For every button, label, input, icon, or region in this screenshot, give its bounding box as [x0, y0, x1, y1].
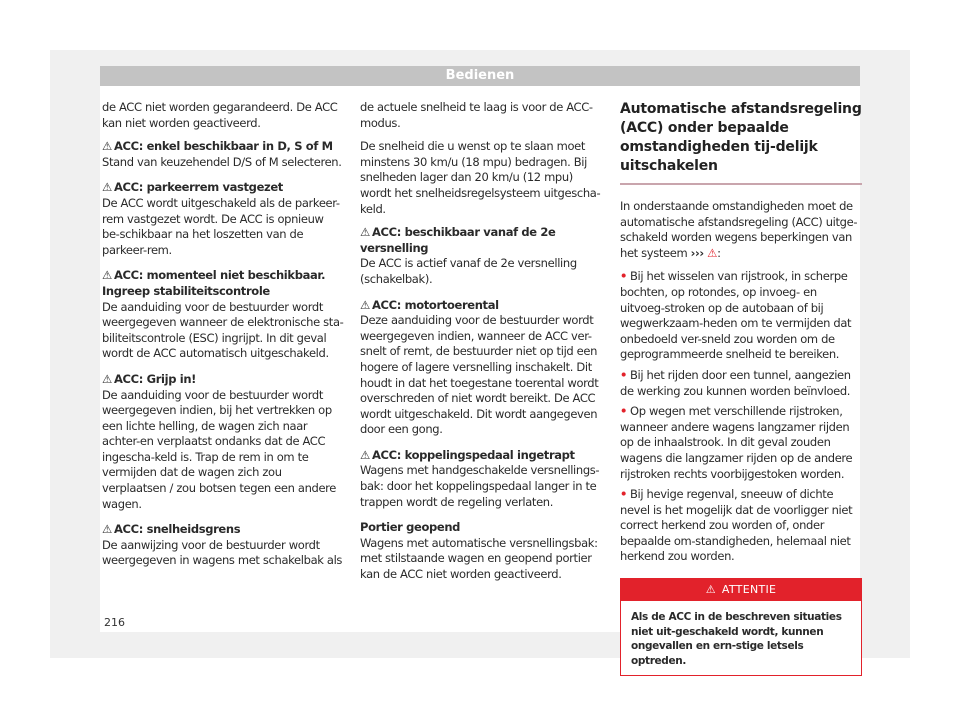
warning-lamp-icon: ⚠	[102, 139, 112, 154]
warning-lamp-icon: ⚠	[102, 371, 112, 386]
message-block	[360, 448, 602, 510]
door-heading: Portier geopend	[360, 520, 461, 535]
list-item: • Op wegen met verschillende rijstroken, wanneer andere wagens langzamer rijden op de inhaalstrook. In dit geval zouden wagens die langzamer rijden op de andere rijstroken rechts voorbijgestoken worden.	[620, 404, 853, 481]
reference-arrows[interactable]: ›››	[690, 245, 704, 260]
message-text: De aanwijzing voor de bestuurder wordt weergegeven in wagens met schakelbak als	[102, 537, 343, 568]
warning-lamp-icon: ⚠	[360, 447, 370, 462]
speed-text: De snelheid die u wenst op te slaan moet minstens 30 km/u (18 mpu) bedragen. Bij snelheden lager dan 20 km/u (12 mpu) wordt het snelheidsregelsysteem uitgescha-keld.	[360, 139, 601, 216]
message-block	[360, 298, 602, 438]
warning-lamp-icon: ⚠	[360, 297, 370, 312]
message-text: De aanduiding voor de bestuurder wordt weergegeven indien, bij het vertrekken op een lichte helling, de wagen zich naar achter-en verplaatst ondanks dat de ACC ingescha-keld is. Trap de rem in om te vermijden dat de wagen zich zou verplaatsen / zou botsen tegen een andere wagen.	[102, 387, 337, 511]
message-block	[102, 522, 344, 569]
message-heading: ⚠ ACC: snelheidsgrens	[102, 522, 241, 537]
message-heading: ⚠ ACC: koppelingspedaal ingetrapt	[360, 447, 575, 462]
attention-header: ⚠ ATTENTIE	[621, 579, 861, 601]
column-1	[102, 100, 344, 579]
intro-text: de ACC niet worden gegarandeerd. De ACC kan niet worden geactiveerd.	[102, 100, 338, 130]
intro-text: de actuele snelheid te laag is voor de ACC-modus.	[360, 100, 593, 130]
intro-text: In onderstaande omstandigheden moet de automatische afstandsregeling (ACC) uitge-schakeld worden wegens beperkingen van het systeem ››› ⚠:	[620, 199, 858, 260]
warning-lamp-icon: ⚠	[102, 522, 112, 537]
message-text: De ACC is actief vanaf de 2e versnelling (schakelbak).	[360, 256, 577, 286]
attention-box	[620, 578, 862, 676]
list-item: • Bij het rijden door een tunnel, aangezien de werking zou kunnen worden beïnvloed.	[620, 367, 851, 398]
message-heading: ⚠ ACC: Grijp in!	[102, 371, 197, 386]
door-text: Wagens met automatische versnellingsbak: met stilstaande wagen en geopend portier kan de ACC niet worden geactiveerd.	[360, 535, 598, 582]
bullet-icon: •	[620, 269, 628, 284]
section-title: Automatische afstandsregeling (ACC) onder bepaalde omstandigheden tij-delijk uitschakelen	[620, 100, 862, 185]
message-text: De ACC wordt uitgeschakeld als de parkeer-rem vastgezet wordt. De ACC is opnieuw be-schikbaar na het loszetten van de parkeer-rem.	[102, 195, 340, 257]
warning-triangle-icon: ⚠	[705, 583, 716, 597]
message-block	[360, 225, 602, 287]
message-text: Stand van keuzehendel D/S of M selecteren.	[102, 154, 342, 169]
message-text: De aanduiding voor de bestuurder wordt weergegeven wanneer de elektronische sta-biliteitscontrole (ESC) ingrijpt. In dit geval wordt de ACC automatisch uitgeschakeld.	[102, 299, 344, 361]
warning-triangle-icon: ⚠	[707, 245, 718, 260]
bullet-icon: •	[620, 367, 628, 382]
warning-lamp-icon: ⚠	[102, 268, 112, 283]
message-text: Deze aanduiding voor de bestuurder wordt weergegeven indien, wanneer de ACC ver-snelt of remt, de bestuurder niet op tijd een hogere of lagere versnelling inschakelt. Dit houdt in dat het toegestane toerental wordt overschreden of niet wordt bereikt. De ACC wordt uitgeschakeld. Dit wordt aangegeven door een gong.	[360, 313, 599, 437]
page-content	[100, 86, 862, 667]
door-block	[360, 520, 602, 582]
message-block	[102, 372, 344, 512]
bullet-icon: •	[620, 487, 628, 502]
list-item: • Bij het wisselen van rijstrook, in scherpe bochten, op rotondes, op invoeg- en uitvoeg-stroken op de autobaan of bij wegwerkzaam-heden om te vermijden dat onbedoeld ver-sneld zou worden om de geprogrammeerde snelheid te bereiken.	[620, 269, 852, 362]
section-header: Bedienen	[100, 66, 860, 86]
list-item: • Bij hevige regenval, sneeuw of dichte nevel is het mogelijk dat de voorligger niet correct herkend zou worden of, onder bepaalde om-standigheden, helemaal niet herkend zou worden.	[620, 487, 853, 564]
bullet-icon: •	[620, 404, 628, 419]
message-heading: ⚠ ACC: motortoerental	[360, 297, 499, 312]
column-3	[620, 100, 862, 676]
column-2	[360, 100, 602, 593]
warning-lamp-icon: ⚠	[360, 225, 370, 240]
message-heading: ⚠ ACC: enkel beschikbaar in D, S of M	[102, 139, 333, 154]
message-heading: ⚠ ACC: parkeerrem vastgezet	[102, 180, 283, 195]
message-block	[102, 268, 344, 362]
warning-lamp-icon: ⚠	[102, 180, 112, 195]
message-text: Wagens met handgeschakelde versnellings-bak: door het koppelingspedaal langer in te trappen wordt de regeling verlaten.	[360, 463, 600, 509]
page-number: 216	[104, 616, 125, 629]
message-heading: ⚠ ACC: momenteel niet beschikbaar. Ingreep stabiliteitscontrole	[102, 268, 326, 298]
message-heading: ⚠ ACC: beschikbaar vanaf de 2e versnelling	[360, 225, 556, 255]
attention-text: Als de ACC in de beschreven situaties niet uit-geschakeld wordt, kunnen ongevallen en ern-stige letsels optreden.	[631, 611, 842, 667]
message-block	[102, 180, 344, 258]
message-block	[102, 139, 344, 170]
